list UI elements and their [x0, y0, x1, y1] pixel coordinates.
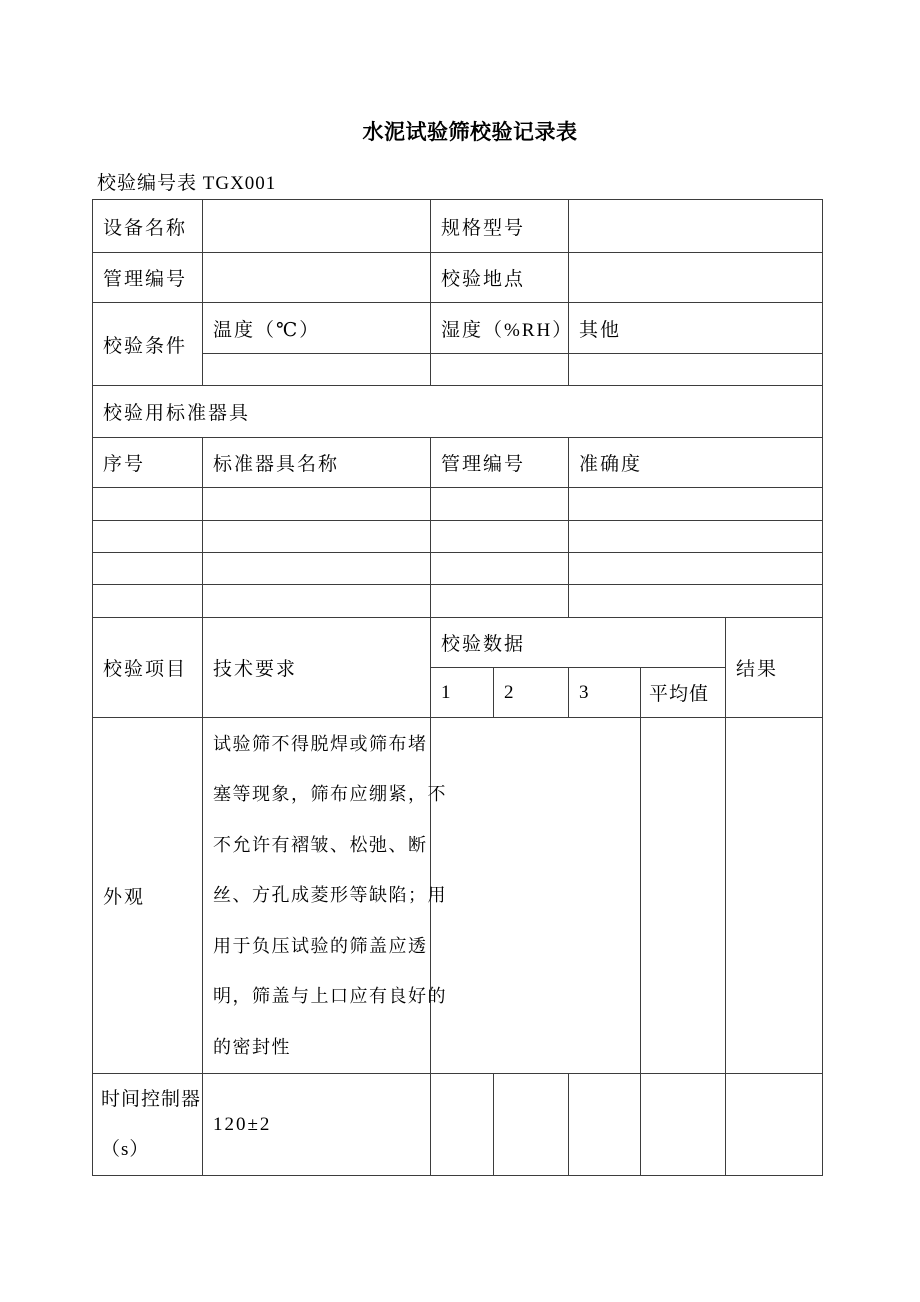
- appearance-requirement-cell: [203, 718, 447, 1074]
- humidity-label: 湿度（%RH）: [431, 303, 569, 354]
- mgmt-no-row: [93, 253, 823, 303]
- instrument-row: [93, 553, 823, 585]
- result-header: 结果: [726, 618, 823, 718]
- std-instruments-section-header: 校验用标准器具: [93, 386, 823, 438]
- spec-model-field[interactable]: [569, 200, 823, 253]
- mgmt-no-field[interactable]: [203, 253, 431, 303]
- accuracy-cell[interactable]: [569, 521, 823, 553]
- accuracy-header: 准确度: [569, 438, 823, 488]
- accuracy-cell[interactable]: [569, 488, 823, 521]
- timer-average-cell[interactable]: [641, 1074, 726, 1176]
- accuracy-cell[interactable]: [569, 585, 823, 618]
- requirement-line: 丝、方孔成菱形等缺陷；用: [213, 885, 447, 906]
- timer-run1-cell[interactable]: [431, 1074, 494, 1176]
- document-title: 水泥试验筛校验记录表: [362, 120, 578, 144]
- instrument-mgmt-no-header: 管理编号: [431, 438, 569, 488]
- seq-no-cell[interactable]: [93, 553, 203, 585]
- appearance-item-row: [93, 718, 823, 1074]
- timer-requirement-cell: 120±2: [203, 1074, 431, 1176]
- instrument-name-cell[interactable]: [203, 488, 431, 521]
- seq-no-cell[interactable]: [93, 488, 203, 521]
- appearance-item-label: 外观: [93, 718, 203, 1074]
- appearance-average-cell[interactable]: [641, 718, 726, 1074]
- appearance-result-cell[interactable]: [726, 718, 823, 1074]
- timer-result-cell[interactable]: [726, 1074, 823, 1176]
- requirement-line: 不允许有褶皱、松弛、断: [213, 834, 428, 855]
- requirement-line: 明，筛盖与上口应有良好的: [213, 986, 447, 1007]
- instrument-row: [93, 521, 823, 553]
- requirement-line: 用于负压试验的筛盖应透: [213, 935, 428, 956]
- calib-location-label: 校验地点: [431, 253, 569, 303]
- seq-no-cell[interactable]: [93, 585, 203, 618]
- std-instruments-header-row: [93, 438, 823, 488]
- seq-no-header: 序号: [93, 438, 203, 488]
- other-label: 其他: [569, 303, 823, 354]
- timer-label-line: 时间控制器: [101, 1088, 202, 1110]
- requirement-line: 塞等现象，筛布应绷紧，不: [213, 784, 447, 805]
- temperature-field[interactable]: [203, 354, 431, 386]
- timer-run2-cell[interactable]: [494, 1074, 569, 1176]
- instrument-mgmt-no-cell[interactable]: [431, 553, 569, 585]
- instrument-name-cell[interactable]: [203, 553, 431, 585]
- other-field[interactable]: [569, 354, 823, 386]
- instrument-row: [93, 488, 823, 521]
- instrument-name-cell[interactable]: [203, 521, 431, 553]
- instrument-mgmt-no-cell[interactable]: [431, 488, 569, 521]
- calib-data-header: 校验数据: [431, 618, 726, 668]
- calib-items-header-row: [93, 618, 823, 668]
- calibration-record-table: [92, 199, 823, 1176]
- instrument-mgmt-no-cell[interactable]: [431, 521, 569, 553]
- calib-location-field[interactable]: [569, 253, 823, 303]
- instrument-mgmt-no-cell[interactable]: [431, 585, 569, 618]
- instrument-name-header: 标准器具名称: [203, 438, 431, 488]
- timer-item-label: [93, 1074, 203, 1176]
- conditions-header-row: [93, 303, 823, 354]
- average-header: 平均值: [641, 668, 726, 718]
- spec-model-label: 规格型号: [431, 200, 569, 253]
- device-row: [93, 200, 823, 253]
- run2-header: 2: [494, 668, 569, 718]
- conditions-value-row: [93, 354, 823, 386]
- accuracy-cell[interactable]: [569, 553, 823, 585]
- temperature-label: 温度（℃）: [203, 303, 431, 354]
- calib-item-header: 校验项目: [93, 618, 203, 718]
- std-instruments-section-row: [93, 386, 823, 438]
- requirement-line: 试验筛不得脱焊或筛布堵: [213, 733, 428, 754]
- timer-run3-cell[interactable]: [569, 1074, 641, 1176]
- tech-requirement-header: 技术要求: [203, 618, 431, 718]
- seq-no-cell[interactable]: [93, 521, 203, 553]
- run1-header: 1: [431, 668, 494, 718]
- mgmt-no-label: 管理编号: [93, 253, 203, 303]
- instrument-name-cell[interactable]: [203, 585, 431, 618]
- appearance-data-cell[interactable]: [431, 718, 641, 1074]
- humidity-field[interactable]: [431, 354, 569, 386]
- device-name-label: 设备名称: [93, 200, 203, 253]
- requirement-line: 的密封性: [213, 1036, 291, 1057]
- device-name-field[interactable]: [203, 200, 431, 253]
- calib-condition-label: 校验条件: [93, 303, 203, 386]
- timer-item-row: [93, 1074, 823, 1176]
- instrument-row: [93, 585, 823, 618]
- timer-label-line: （s）: [101, 1138, 150, 1160]
- record-number-line: 校验编号表 TGX001: [97, 173, 277, 194]
- run3-header: 3: [569, 668, 641, 718]
